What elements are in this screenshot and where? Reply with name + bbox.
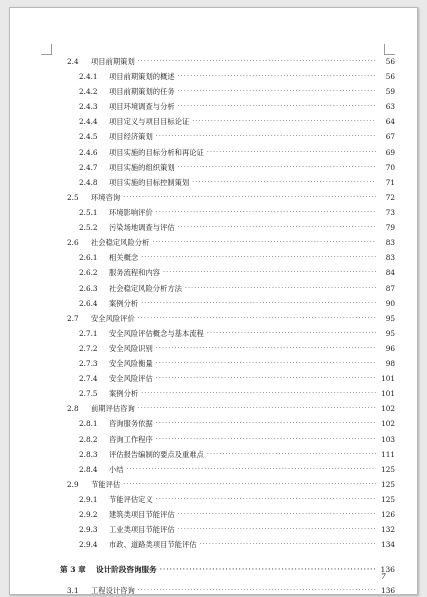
dot-leader [178,162,376,174]
dot-leader [156,434,376,446]
toc-entry-page: 70 [385,163,395,172]
toc-entry-title: 安全风险评价 [91,314,135,323]
dot-leader [138,403,376,415]
dot-leader [178,509,376,521]
toc-entry-title: 项目定义与项目目标论证 [109,117,190,126]
toc-entry-number: 2.6.3 [79,284,98,293]
toc-subsection-entry[interactable] [79,298,395,310]
toc-subsection-entry[interactable] [79,177,395,189]
toc-entry-page: 64 [385,117,395,126]
toc-entry-page: 56 [385,57,395,66]
toc-entry-page: 90 [385,299,395,308]
toc-entry-page: 67 [385,132,395,141]
toc-entry-number: 2.6.4 [79,299,98,308]
toc-entry-title: 评估报告编制的要点及重难点 [109,450,204,459]
toc-subsection-entry[interactable] [79,343,395,355]
toc-section-entry[interactable] [67,403,395,415]
dot-leader [141,252,376,264]
toc-section-entry[interactable] [67,313,395,325]
toc-entry-title: 项目实施的目标控制策划 [109,178,190,187]
toc-entry-number: 2.6 [67,238,79,247]
toc-entry-page: 101 [381,389,395,398]
toc-entry-number: 2.8.2 [79,435,98,444]
toc-subsection-entry[interactable] [79,449,395,461]
toc-entry-number: 3.1 [67,586,79,595]
toc-subsection-entry[interactable] [79,418,395,430]
dot-leader [156,373,376,385]
toc-subsection-entry[interactable] [79,267,395,279]
toc-entry-number: 2.6.1 [79,253,98,262]
toc-entry-number: 2.4.4 [79,117,98,126]
toc-subsection-entry[interactable] [79,464,395,476]
toc-entry-page: 59 [385,87,395,96]
toc-subsection-entry[interactable] [79,434,395,446]
toc-entry-page: 132 [381,525,395,534]
toc-entry-title: 案例分析 [109,299,139,308]
dot-leader [163,267,376,279]
dot-leader [178,71,376,83]
toc-entry-title: 服务流程和内容 [109,268,161,277]
toc-entry-page: 102 [381,419,395,428]
toc-entry-title: 设计阶段咨询服务 [96,565,157,574]
toc-subsection-entry[interactable] [79,388,395,400]
toc-entry-number: 2.5.2 [79,223,98,232]
toc-entry-title: 节能评估定义 [109,495,153,504]
toc-subsection-entry[interactable] [79,116,395,128]
dot-leader [152,237,376,249]
crop-mark-top-left [41,44,52,55]
toc-entry-number: 2.4 [67,57,79,66]
toc-entry-title: 相关概念 [109,253,139,262]
toc-entry-number: 2.8.4 [79,465,98,474]
toc-entry-page: 136 [380,565,395,574]
toc-entry-title: 小结 [109,465,124,474]
toc-entry-page: 126 [381,510,395,519]
toc-subsection-entry[interactable] [79,283,395,295]
toc-entry-page: 101 [381,374,395,383]
toc-entry-title: 安全风险衡量 [109,359,153,368]
toc-entry-page: 95 [385,329,395,338]
toc-entry-page: 125 [381,465,395,474]
toc-subsection-entry[interactable] [79,509,395,521]
toc-entry-number: 2.4.8 [79,178,98,187]
toc-entry-page: 83 [385,238,395,247]
toc-entry-title: 咨询服务依据 [109,419,153,428]
toc-subsection-entry[interactable] [79,328,395,340]
toc-entry-page: 79 [385,223,395,232]
toc-entry-title: 项目实施的目标分析和再论证 [109,148,204,157]
toc-entry-title: 项目经济策划 [109,132,153,141]
toc-entry-number: 2.9.3 [79,525,98,534]
dot-leader [156,418,376,430]
toc-entry-number: 第 3 章 [60,565,86,574]
toc-entry-number: 2.7.2 [79,344,98,353]
toc-subsection-entry[interactable] [79,252,395,264]
toc-subsection-entry[interactable] [79,358,395,370]
dot-leader [141,388,376,400]
toc-entry-number: 2.4.3 [79,102,98,111]
toc-entry-number: 2.9.1 [79,495,98,504]
toc-entry-number: 2.8.1 [79,419,98,428]
toc-entry-title: 环境影响评价 [109,208,153,217]
toc-entry-number: 2.4.7 [79,163,98,172]
toc-entry-title: 案例分析 [109,389,139,398]
toc-entry-title: 咨询工作程序 [109,435,153,444]
dot-leader [178,524,376,536]
toc-entry-page: 63 [385,102,395,111]
dot-leader [127,464,376,476]
toc-entry-title: 工业类项目节能评估 [109,525,175,534]
toc-subsection-entry[interactable] [79,162,395,174]
toc-entry-number: 2.7.1 [79,329,98,338]
toc-entry-page: 136 [381,586,395,595]
toc-entry-page: 72 [385,193,395,202]
toc-subsection-entry[interactable] [79,539,395,551]
toc-entry-page: 95 [385,314,395,323]
toc-entry-title: 项目实施的组织策划 [109,163,175,172]
dot-leader [123,479,376,491]
toc-entry-page: 73 [385,208,395,217]
toc-entry-number: 2.4.5 [79,132,98,141]
toc-subsection-entry[interactable] [79,86,395,98]
dot-leader [156,207,376,219]
document-page [9,7,418,595]
toc-section-entry[interactable] [67,585,395,597]
toc-entry-title: 安全风险评估概念与基本流程 [109,329,204,338]
toc-chapter-entry[interactable] [60,564,395,576]
toc-section-entry[interactable] [67,192,395,204]
toc-entry-page: 98 [385,359,395,368]
page-number: 7 [381,572,386,581]
toc-entry-title: 社会稳定风险分析 [91,238,150,247]
toc-entry-title: 项目前期策划 [91,57,135,66]
toc-subsection-entry[interactable] [79,131,395,143]
toc-subsection-entry[interactable] [79,494,395,506]
toc-entry-title: 社会稳定风险分析方法 [109,284,182,293]
dot-leader [185,283,376,295]
toc-entry-page: 102 [381,404,395,413]
toc-entry-title: 污染场地调查与评估 [109,223,175,232]
toc-entry-page: 134 [381,540,395,549]
toc-entry-number: 2.8 [67,404,79,413]
toc-entry-title: 建筑类项目节能评估 [109,510,175,519]
toc-section-entry[interactable] [67,237,395,249]
toc-entry-page: 84 [385,268,395,277]
toc-entry-number: 2.4.1 [79,72,98,81]
toc-entry-page: 69 [385,148,395,157]
dot-leader [192,177,376,189]
toc-entry-number: 2.7.3 [79,359,98,368]
dot-leader [178,222,376,234]
toc-entry-page: 103 [381,435,395,444]
toc-entry-number: 2.6.2 [79,268,98,277]
toc-entry-title: 项目环境调查与分析 [109,102,175,111]
toc-entry-number: 2.5.1 [79,208,98,217]
dot-leader [123,192,376,204]
toc-entry-page: 87 [385,284,395,293]
toc-entry-page: 83 [385,253,395,262]
toc-entry-title: 市政、道路类项目节能评估 [109,540,197,549]
dot-leader [156,343,376,355]
toc-entry-title: 安全风险评估 [109,374,153,383]
toc-entry-page: 96 [385,344,395,353]
toc-entry-number: 2.9.4 [79,540,98,549]
dot-leader [178,86,376,98]
toc-entry-number: 2.8.3 [79,450,98,459]
toc-entry-page: 111 [381,450,395,459]
toc-entry-number: 2.4.6 [79,148,98,157]
toc-entry-title: 工程设计咨询 [91,586,135,595]
toc-subsection-entry[interactable] [79,207,395,219]
toc-section-entry[interactable] [67,479,395,491]
toc-entry-number: 2.7.5 [79,389,98,398]
crop-mark-top-right [384,44,395,55]
toc-entry-title: 环境咨询 [91,193,121,202]
dot-leader [156,131,376,143]
dot-leader [156,494,376,506]
toc-subsection-entry[interactable] [79,71,395,83]
toc-subsection-entry[interactable] [79,101,395,113]
toc-entry-page: 56 [385,72,395,81]
dot-leader [200,539,376,551]
toc-entry-number: 2.7 [67,314,79,323]
toc-entry-number: 2.5 [67,193,79,202]
toc-subsection-entry[interactable] [79,147,395,159]
toc-entry-title: 项目前期策划的概述 [109,72,175,81]
toc-entry-title: 安全风险识别 [109,344,153,353]
dot-leader [207,449,376,461]
dot-leader [207,328,376,340]
toc-entry-page: 125 [381,480,395,489]
dot-leader [138,313,376,325]
toc-section-entry[interactable] [67,56,395,68]
dot-leader [138,585,376,597]
dot-leader [156,358,376,370]
dot-leader [138,56,376,68]
toc-subsection-entry[interactable] [79,373,395,385]
toc-entry-page: 71 [385,178,395,187]
dot-leader [141,298,376,310]
toc-subsection-entry[interactable] [79,524,395,536]
toc-entry-number: 2.9 [67,480,79,489]
toc-entry-title: 节能评估 [91,480,121,489]
toc-entry-title: 项目前期策划的任务 [109,87,175,96]
toc-entry-number: 2.4.2 [79,87,98,96]
dot-leader [207,147,376,159]
dot-leader [160,564,376,576]
toc-entry-number: 2.7.4 [79,374,98,383]
toc-entry-number: 2.9.2 [79,510,98,519]
dot-leader [178,101,376,113]
toc-subsection-entry[interactable] [79,222,395,234]
toc-entry-page: 125 [381,495,395,504]
dot-leader [192,116,376,128]
toc-entry-title: 前期评估咨询 [91,404,135,413]
